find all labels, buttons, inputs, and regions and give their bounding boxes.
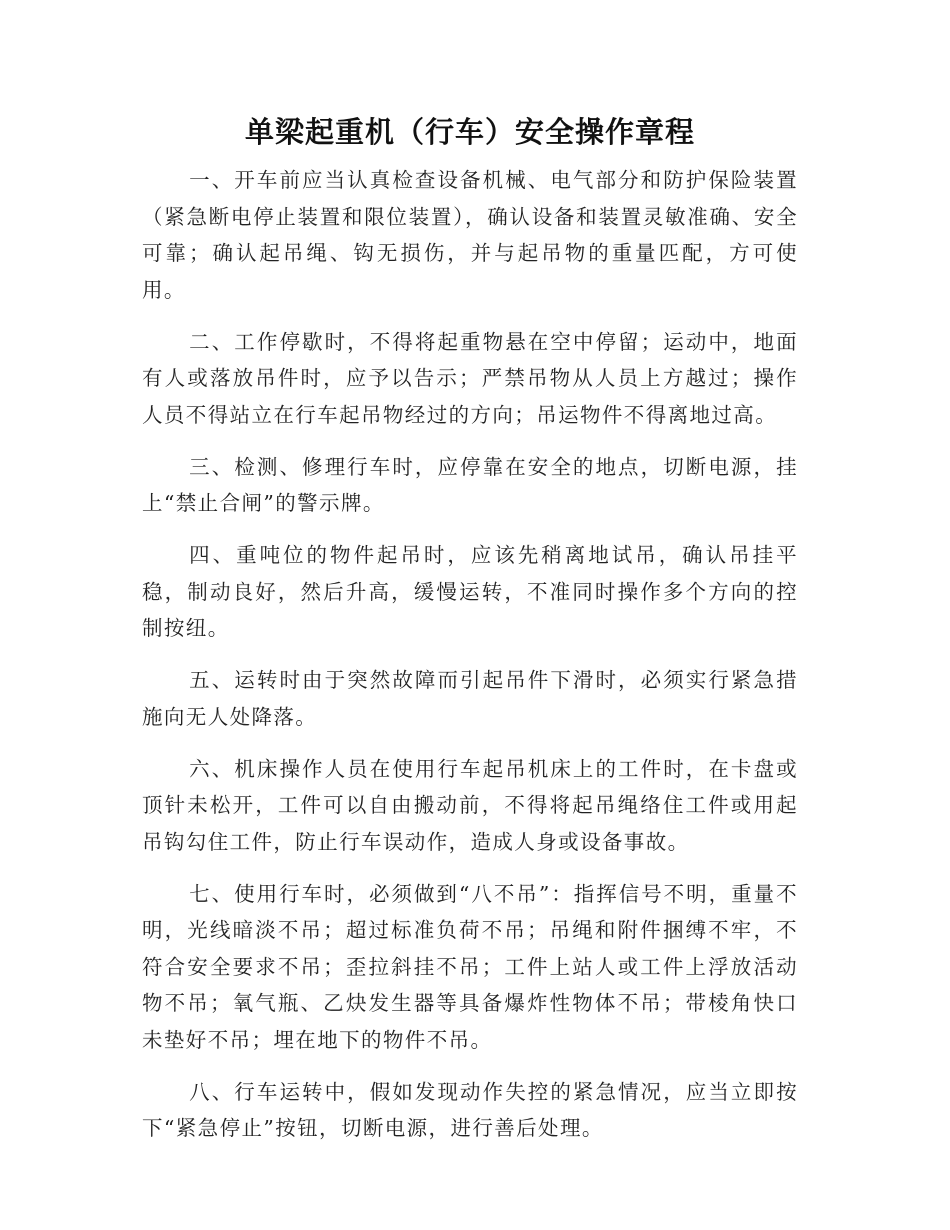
document-title: 单梁起重机（行车）安全操作章程 [244,115,695,149]
clause-5: 五、运转时由于突然故障而引起吊件下滑时，必须实行紧急措施向无人处降落。 [142,668,798,729]
clause-3: 三、检测、修理行车时，应停靠在安全的地点，切断电源，挂上“禁止合闸”的警示牌。 [142,454,798,515]
clause-6: 六、机床操作人员在使用行车起吊机床上的工件时，在卡盘或顶针未松开，工件可以自由搬动前，不得将起吊绳络住工件或用起吊钩勾住工件，防止行车误动作，造成人身或设备事故。 [142,756,798,854]
document-page [142,112,798,1162]
clause-4: 四、重吨位的物件起吊时，应该先稍离地试吊，确认吊挂平稳，制动良好，然后升高，缓慢运转，不准同时操作多个方向的控制按纽。 [142,543,798,640]
clause-1: 一、开车前应当认真检查设备机械、电气部分和防护保险装置（紧急断电停止装置和限位装置），确认设备和装置灵敏准确、安全可靠；确认起吊绳、钩无损伤，并与起吊物的重量匹配，方可使用。 [142,168,798,302]
clause-2: 二、工作停歇时，不得将起重物悬在空中停留；运动中，地面有人或落放吊件时，应予以告示；严禁吊物从人员上方越过；操作人员不得站立在行车起吊物经过的方向；吊运物件不得离地过高。 [142,329,798,427]
clause-8: 八、行车运转中，假如发现动作失控的紧急情况，应当立即按下“紧急停止”按钮，切断电源，进行善后处理。 [142,1079,798,1140]
clause-7: 七、使用行车时，必须做到“八不吊”：指挥信号不明，重量不明，光线暗淡不吊；超过标准负荷不吊；吊绳和附件捆缚不牢，不符合安全要求不吊；歪拉斜挂不吊；工件上站人或工件上浮放活动物不吊；氧气瓶、乙炔发生器等具备爆炸性物体不吊；带棱角快口未垫好不吊；埋在地下的物件不吊。 [142,881,798,1052]
